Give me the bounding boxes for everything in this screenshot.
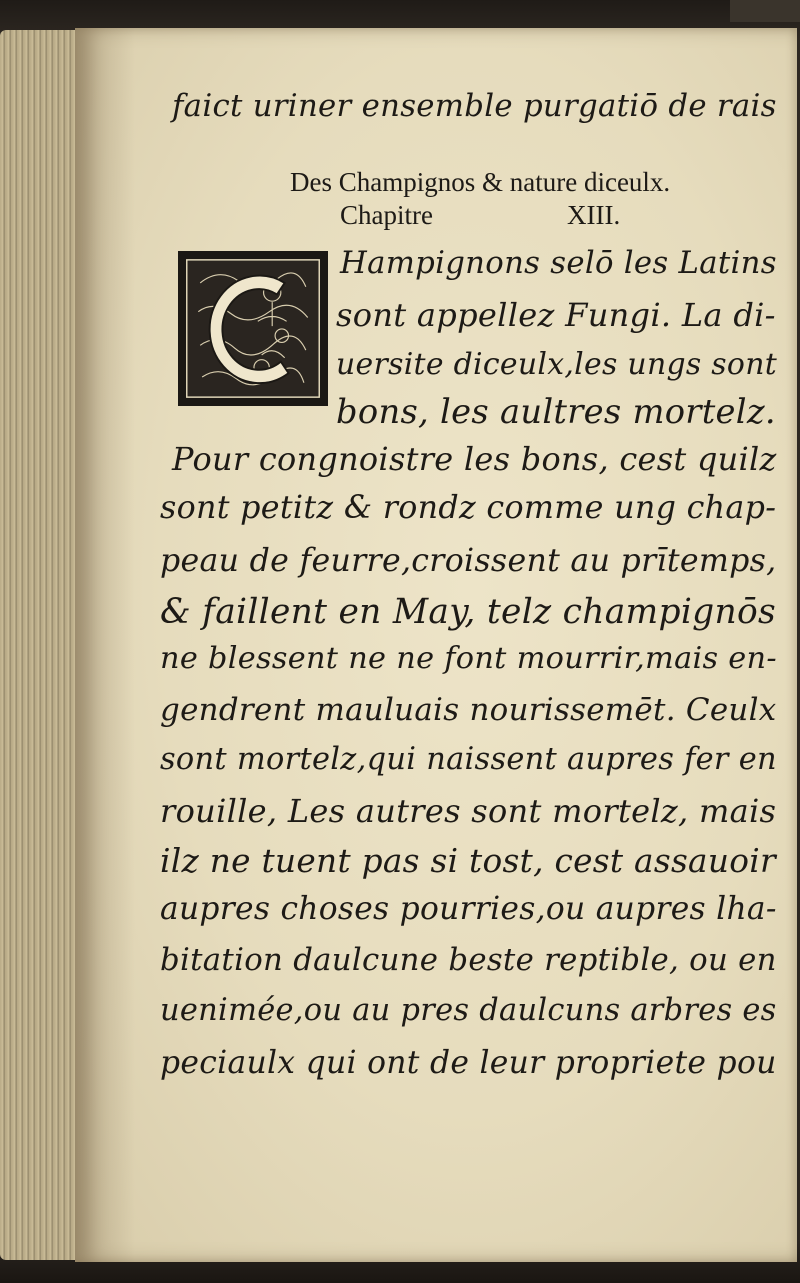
chapter-number: XIII. bbox=[567, 200, 621, 230]
text-line: peau de feurre,croissent au prītemps, bbox=[160, 543, 777, 579]
text-line: rouille, Les autres sont mortelz, mais bbox=[160, 792, 777, 830]
text-line: ne blessent ne ne font mourrir,mais en- bbox=[160, 641, 777, 676]
text-line: gendrent mauluais nourissemēt. Ceulx bbox=[160, 692, 777, 728]
text-line: sont mortelz,qui naissent aupres fer en bbox=[160, 742, 777, 777]
text-line: Pour congnoistre les bons, cest quilz bbox=[172, 440, 777, 478]
text-line: bons, les aultres mortelz. bbox=[336, 392, 776, 431]
text-line: Hampignons selō les Latins bbox=[340, 245, 777, 281]
text-line: bitation daulcune beste reptible, ou en bbox=[160, 942, 777, 978]
text-line: sont appellez Fungi. La di- bbox=[336, 296, 776, 334]
decorated-initial bbox=[178, 251, 328, 406]
book-edge-dark bbox=[730, 0, 800, 22]
text-line: aupres choses pourries,ou aupres lha- bbox=[160, 891, 777, 927]
text-line: & faillent en May, telz champignōs bbox=[160, 592, 776, 632]
text-line: peciaulx qui ont de leur propriete pou bbox=[160, 1045, 777, 1081]
text-line: uersite diceulx,les ungs sont bbox=[336, 347, 778, 382]
chapter-title: Des Champignos & nature diceulx. bbox=[290, 167, 671, 197]
text-line: sont petitz & rondz comme ung chap- bbox=[160, 490, 777, 526]
text-line: uenimée,ou au pres daulcuns arbres es bbox=[160, 993, 777, 1028]
running-text-line: faict uriner ensemble purgatiō de rais bbox=[172, 88, 777, 124]
text-line: ilz ne tuent pas si tost, cest assauoir bbox=[160, 842, 776, 880]
chapter-label: Chapitre bbox=[340, 200, 433, 230]
decorated-initial-c-icon bbox=[181, 254, 325, 403]
